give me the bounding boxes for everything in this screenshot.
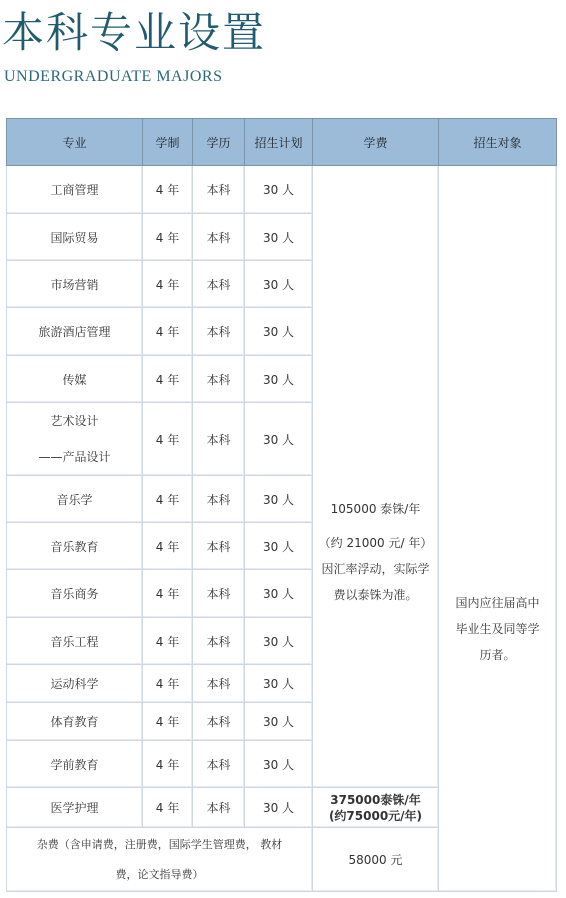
degree-cell: 本科 [193,261,245,308]
table-header-row [7,119,557,166]
duration-cell: 4 年 [143,356,193,403]
plan-cell: 30 人 [245,788,313,828]
fees-label-line2: 费，论文指导费） [115,867,204,881]
degree-cell: 本科 [193,618,245,665]
major-cell: 音乐工程 [7,618,143,665]
plan-cell: 30 人 [245,741,313,788]
fees-amount-cell: 58000 元 [313,828,439,892]
major-line1: 艺术设计 [50,414,99,428]
page-subtitle: UNDERGRADUATE MAJORS [4,68,223,85]
tuition-nursing-cell [313,788,439,828]
major-cell: 音乐教育 [7,523,143,570]
plan-cell: 30 人 [245,476,313,523]
degree-cell: 本科 [193,166,245,214]
header-target: 招生对象 [439,119,557,166]
duration-cell: 4 年 [143,570,193,618]
plan-cell: 30 人 [245,166,313,214]
duration-cell: 4 年 [143,166,193,214]
duration-cell: 4 年 [143,523,193,570]
major-cell: 学前教育 [7,741,143,788]
header-degree: 学历 [193,119,245,166]
degree-cell: 本科 [193,523,245,570]
tuition-main-line4: 费以泰铢为准。 [333,587,418,602]
major-cell [7,403,143,476]
major-cell: 工商管理 [7,166,143,214]
major-cell: 市场营销 [7,261,143,308]
target-line2: 毕业生及同等学 [455,621,540,636]
major-cell: 国际贸易 [7,214,143,261]
header-tuition: 学费 [313,119,439,166]
duration-cell: 4 年 [143,665,193,703]
plan-cell: 30 人 [245,523,313,570]
plan-cell: 30 人 [245,356,313,403]
tuition-main-line1: 105000 泰铢/年 [330,501,421,516]
plan-cell: 30 人 [245,308,313,356]
duration-cell: 4 年 [143,403,193,476]
plan-cell: 30 人 [245,618,313,665]
major-cell: 运动科学 [7,665,143,703]
plan-cell: 30 人 [245,703,313,741]
target-line1: 国内应往届高中 [455,595,540,610]
header-major: 专业 [7,119,143,166]
degree-cell: 本科 [193,741,245,788]
target-cell [439,166,557,892]
plan-cell: 30 人 [245,665,313,703]
major-cell: 医学护理 [7,788,143,828]
degree-cell: 本科 [193,308,245,356]
duration-cell: 4 年 [143,308,193,356]
plan-cell: 30 人 [245,403,313,476]
fees-label-line1: 杂费（含申请费，注册费，国际学生管理费， 教材 [36,837,283,851]
major-cell: 旅游酒店管理 [7,308,143,356]
header-plan: 招生计划 [245,119,313,166]
major-cell: 音乐商务 [7,570,143,618]
degree-cell: 本科 [193,570,245,618]
duration-cell: 4 年 [143,788,193,828]
degree-cell: 本科 [193,356,245,403]
plan-cell: 30 人 [245,214,313,261]
tuition-nursing-line1: 375000泰铢/年 [330,792,421,807]
header-duration: 学制 [143,119,193,166]
plan-cell: 30 人 [245,570,313,618]
major-cell: 体育教育 [7,703,143,741]
degree-cell: 本科 [193,788,245,828]
duration-cell: 4 年 [143,214,193,261]
degree-cell: 本科 [193,214,245,261]
degree-cell: 本科 [193,665,245,703]
major-line2: ——产品设计 [38,450,111,464]
majors-table [6,118,557,892]
fees-label-cell [7,828,313,892]
target-line3: 历者。 [479,647,516,662]
duration-cell: 4 年 [143,703,193,741]
major-cell: 传媒 [7,356,143,403]
major-cell: 音乐学 [7,476,143,523]
tuition-nursing-line2: (约75000元/年) [328,808,423,823]
duration-cell: 4 年 [143,741,193,788]
plan-cell: 30 人 [245,261,313,308]
degree-cell: 本科 [193,703,245,741]
duration-cell: 4 年 [143,618,193,665]
table-row [7,166,557,214]
page-title: 本科专业设置 [2,8,267,57]
duration-cell: 4 年 [143,261,193,308]
tuition-main-cell [313,166,439,788]
tuition-main-line2: （约 21000 元/ 年） [318,535,433,550]
degree-cell: 本科 [193,476,245,523]
tuition-main-line3: 因汇率浮动，实际学 [321,561,430,576]
duration-cell: 4 年 [143,476,193,523]
degree-cell: 本科 [193,403,245,476]
